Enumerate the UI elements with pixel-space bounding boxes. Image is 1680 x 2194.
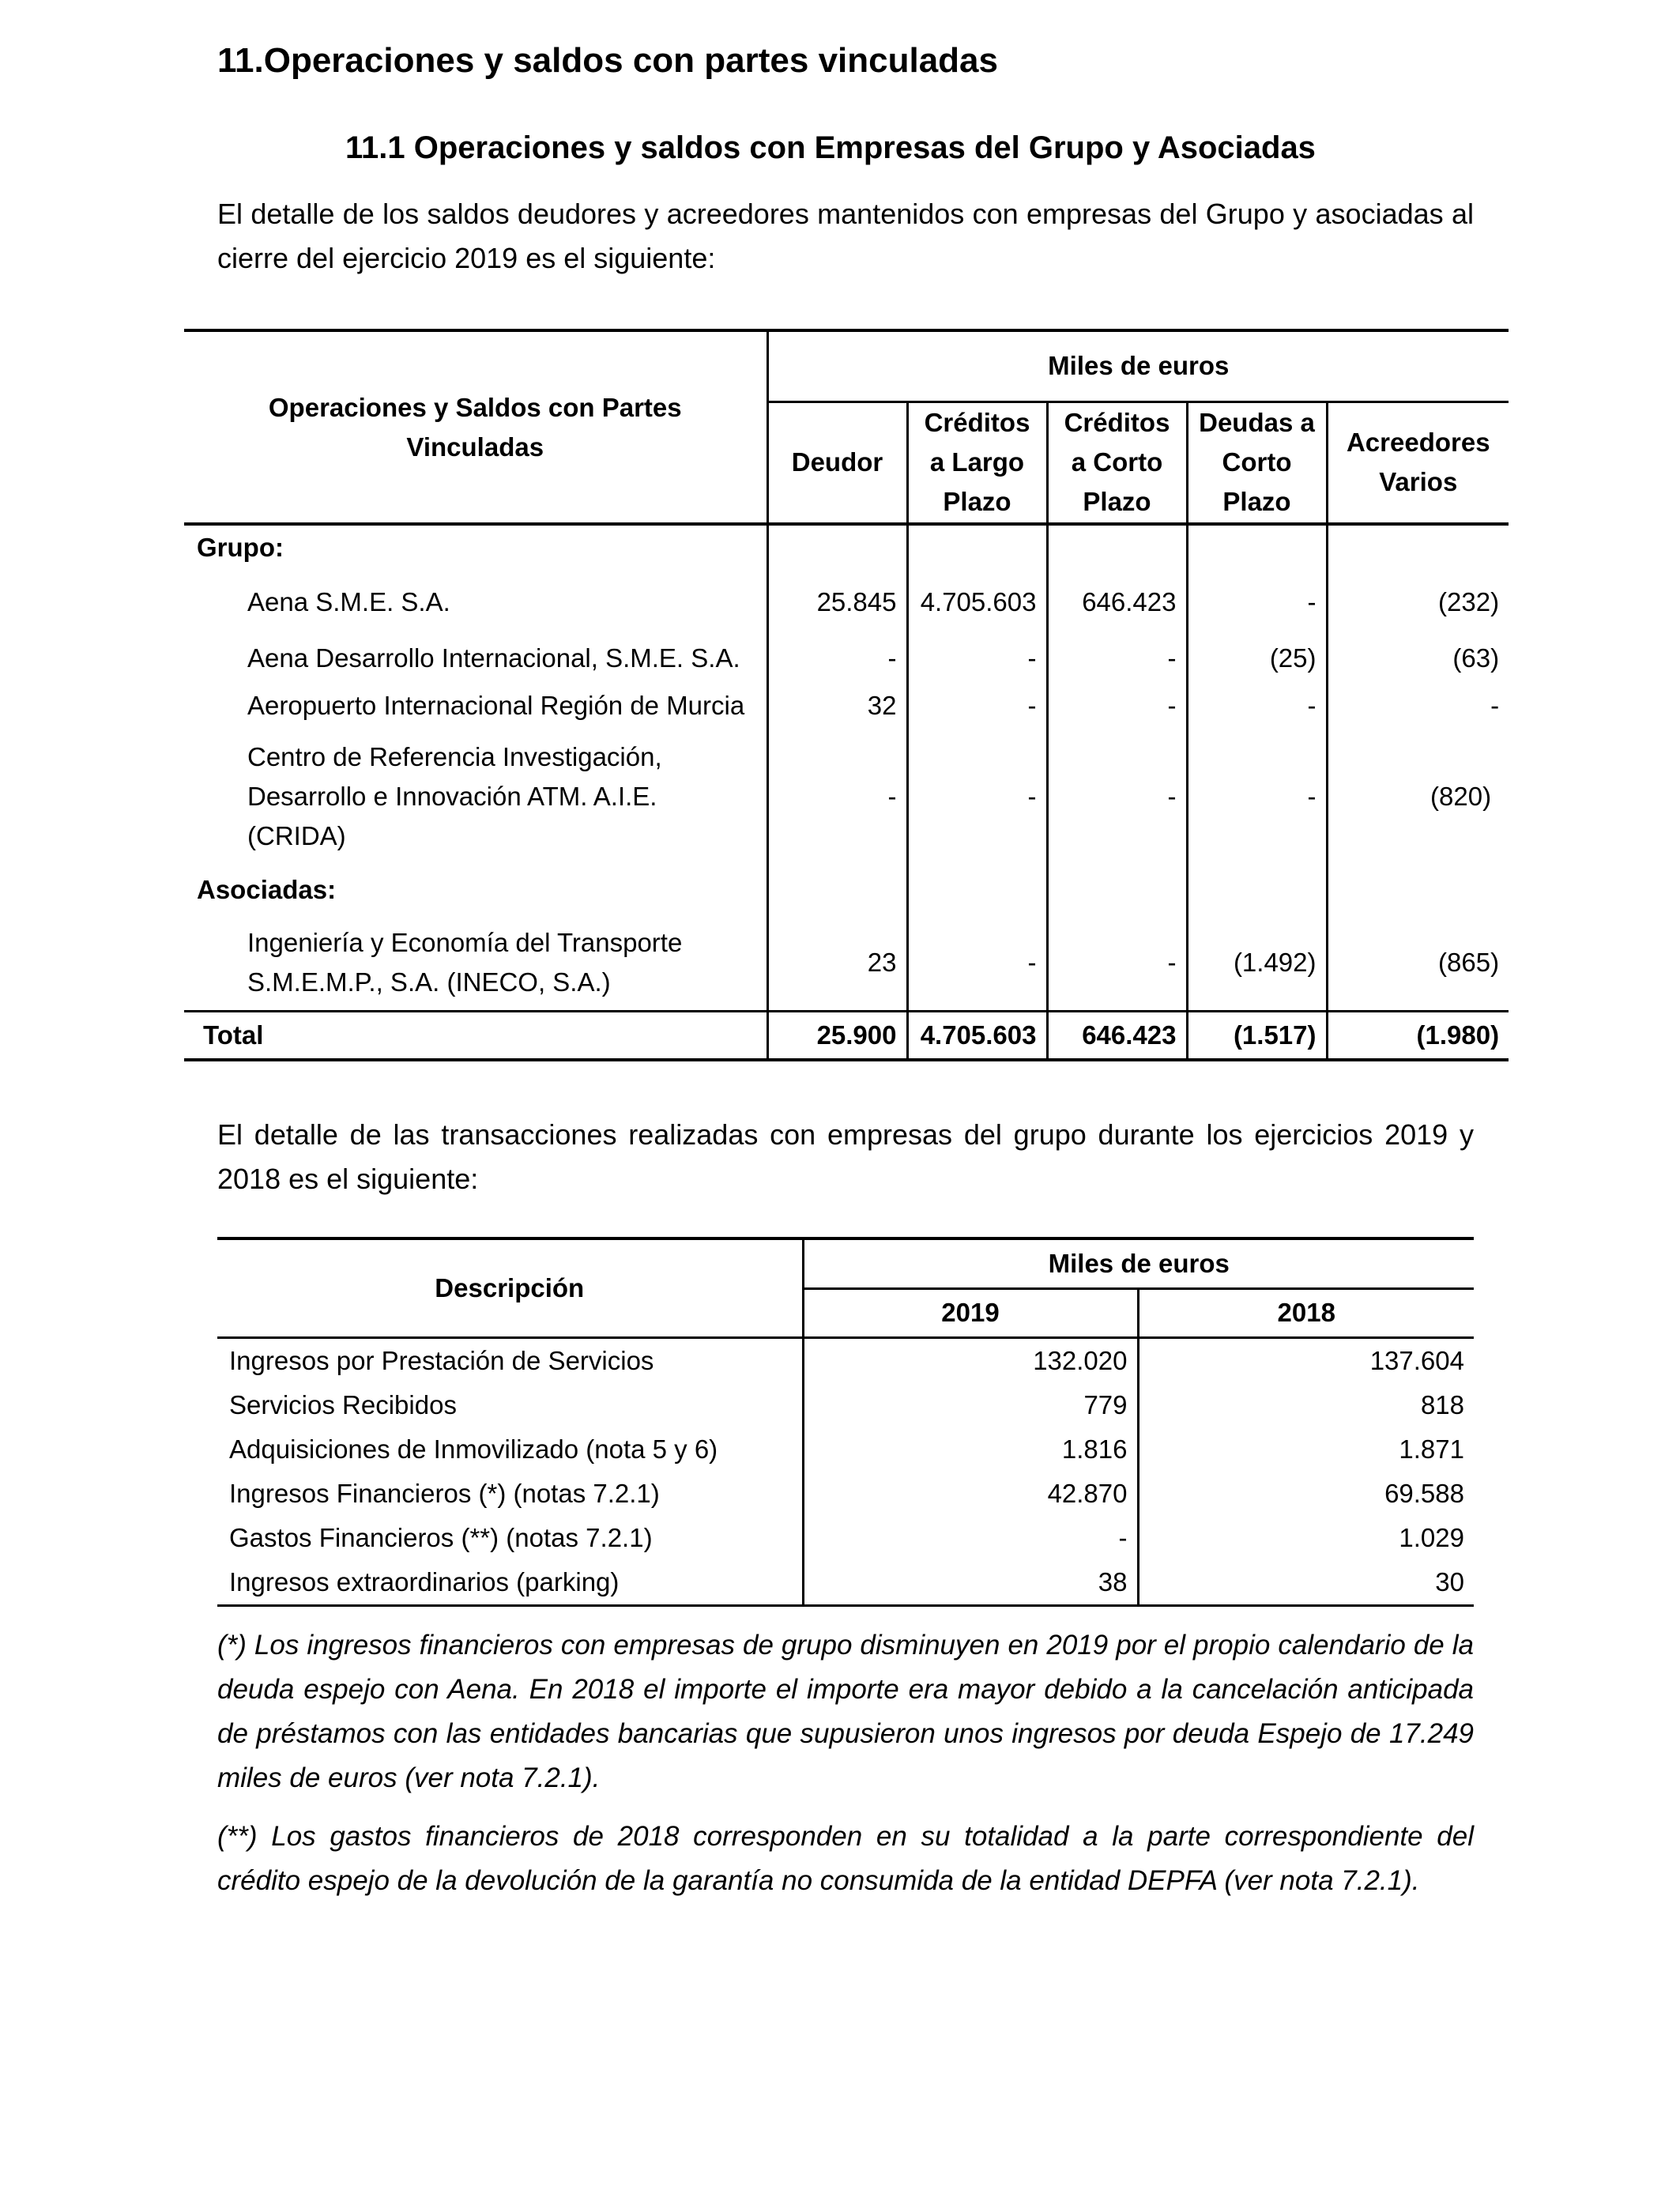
cell-value: 4.705.603 bbox=[907, 570, 1047, 635]
cell-value: 1.871 bbox=[1138, 1427, 1474, 1472]
table-row bbox=[184, 635, 1509, 682]
footnote-ingresos-financieros: (*) Los ingresos financieros con empresas de grupo disminuyen en 2019 por el propio calendario de la deuda espejo con Aena. En 2018 el importe el importe era mayor debido a la cancelación anticipada de préstamos con las entidades bancarias que supusieron unos ingresos por deuda Espejo de 17.249 miles de euros (ver nota 7.2.1). bbox=[217, 1630, 1474, 1793]
cell-value: - bbox=[1187, 729, 1327, 864]
total-value: (1.980) bbox=[1327, 1011, 1509, 1060]
cell-value: - bbox=[1327, 682, 1509, 729]
row-name: Adquisiciones de Inmovilizado (nota 5 y 6) bbox=[229, 1434, 718, 1464]
row-name: Aena Desarrollo Internacional, S.M.E. S.A. bbox=[247, 643, 740, 673]
col-header-acreedores: Acreedores Varios bbox=[1327, 401, 1509, 524]
table-row bbox=[217, 1560, 1474, 1606]
cell-value: (25) bbox=[1187, 635, 1327, 682]
cell-value: 38 bbox=[803, 1560, 1138, 1606]
balances-table bbox=[184, 329, 1509, 1061]
cell-value: 32 bbox=[767, 682, 907, 729]
table-row bbox=[217, 1337, 1474, 1383]
cell-value: (63) bbox=[1327, 635, 1509, 682]
col-header-2018: 2018 bbox=[1138, 1288, 1474, 1337]
assoc-row bbox=[184, 864, 1509, 916]
intro-paragraph-transactions: El detalle de las transacciones realizadas con empresas del grupo durante los ejercicios 2019 y 2018 es el siguiente: bbox=[217, 1118, 1474, 1195]
cell-value: 137.604 bbox=[1138, 1337, 1474, 1383]
row-name: Ingresos extraordinarios (parking) bbox=[217, 1560, 803, 1606]
total-value: 25.900 bbox=[767, 1011, 907, 1060]
table-row bbox=[184, 570, 1509, 635]
cell-value: - bbox=[1047, 682, 1187, 729]
table-row bbox=[217, 1383, 1474, 1427]
cell-value: - bbox=[1187, 570, 1327, 635]
cell-value: - bbox=[907, 682, 1047, 729]
cell-value: 132.020 bbox=[803, 1337, 1138, 1383]
group-label: Grupo: bbox=[197, 533, 284, 562]
cell-value: - bbox=[1047, 916, 1187, 1011]
col-header-deudas-cp: Deudas a Corto Plazo bbox=[1187, 401, 1327, 524]
col-header-description: Operaciones y Saldos con Partes Vinculadas bbox=[184, 330, 767, 524]
footnote-gastos-financieros: (**) Los gastos financieros de 2018 corresponden en su totalidad a la parte correspondiente del crédito espejo de la devolución de la garantía no consumida de la entidad DEPFA (ver nota 7.2.1). bbox=[217, 1821, 1474, 1896]
cell-value: 779 bbox=[803, 1383, 1138, 1427]
col-header-descripcion: Descripción bbox=[217, 1238, 803, 1337]
cell-value: - bbox=[767, 635, 907, 682]
col-header-creditos-lp: Créditos a Largo Plazo bbox=[907, 401, 1047, 524]
table-row bbox=[184, 916, 1509, 1011]
intro-paragraph-balances: El detalle de los saldos deudores y acreedores mantenidos con empresas del Grupo y asociadas al cierre del ejercicio 2019 es el siguiente: bbox=[217, 198, 1474, 274]
assoc-label: Asociadas: bbox=[197, 875, 337, 904]
total-value: (1.517) bbox=[1187, 1011, 1327, 1060]
cell-value: - bbox=[767, 729, 907, 864]
section-heading: 11.Operaciones y saldos con partes vinculadas bbox=[217, 41, 999, 80]
cell-value: (820) bbox=[1327, 729, 1509, 864]
cell-value: 1.029 bbox=[1138, 1516, 1474, 1560]
row-name: Centro de Referencia Investigación, Desarrollo e Innovación ATM. A.I.E. (CRIDA) bbox=[247, 742, 662, 850]
col-header-2019: 2019 bbox=[803, 1288, 1138, 1337]
row-name: Aeropuerto Internacional Región de Murcia bbox=[247, 691, 745, 720]
cell-value: 25.845 bbox=[767, 570, 907, 635]
col-header-deudor: Deudor bbox=[767, 401, 907, 524]
cell-value: 42.870 bbox=[803, 1472, 1138, 1516]
cell-value: 646.423 bbox=[1047, 570, 1187, 635]
cell-value: - bbox=[907, 635, 1047, 682]
total-label: Total bbox=[184, 1011, 767, 1060]
cell-value: - bbox=[1187, 682, 1327, 729]
subsection-heading: 11.1 Operaciones y saldos con Empresas del Grupo y Asociadas bbox=[345, 130, 1316, 165]
table-row bbox=[217, 1427, 1474, 1472]
cell-value: - bbox=[803, 1516, 1138, 1560]
table-row bbox=[184, 682, 1509, 729]
row-name: Ingresos Financieros (*) (notas 7.2.1) bbox=[229, 1478, 660, 1508]
cell-value: (1.492) bbox=[1187, 916, 1327, 1011]
units-header: Miles de euros bbox=[767, 330, 1509, 401]
cell-value: - bbox=[1047, 635, 1187, 682]
total-row bbox=[184, 1011, 1509, 1060]
cell-value: (232) bbox=[1327, 570, 1509, 635]
cell-value: 818 bbox=[1138, 1383, 1474, 1427]
cell-value: - bbox=[907, 729, 1047, 864]
col-header-creditos-cp: Créditos a Corto Plazo bbox=[1047, 401, 1187, 524]
transactions-table bbox=[217, 1237, 1474, 1607]
cell-value: 30 bbox=[1138, 1560, 1474, 1606]
cell-value: 69.588 bbox=[1138, 1472, 1474, 1516]
row-name: Gastos Financieros (**) (notas 7.2.1) bbox=[229, 1522, 653, 1552]
cell-value: (865) bbox=[1327, 916, 1509, 1011]
row-name: Ingresos por Prestación de Servicios bbox=[229, 1345, 654, 1375]
total-value: 4.705.603 bbox=[907, 1011, 1047, 1060]
table-row bbox=[184, 729, 1509, 864]
units-header-2: Miles de euros bbox=[803, 1238, 1474, 1288]
cell-value: - bbox=[907, 916, 1047, 1011]
row-name: Servicios Recibidos bbox=[229, 1389, 457, 1419]
group-row bbox=[184, 524, 1509, 570]
cell-value: - bbox=[1047, 729, 1187, 864]
total-value: 646.423 bbox=[1047, 1011, 1187, 1060]
cell-value: 1.816 bbox=[803, 1427, 1138, 1472]
cell-value: 23 bbox=[767, 916, 907, 1011]
table-row bbox=[217, 1516, 1474, 1560]
row-name: Ingeniería y Economía del Transporte S.M.E.M.P., S.A. (INECO, S.A.) bbox=[247, 928, 683, 997]
table-row bbox=[217, 1472, 1474, 1516]
row-name: Aena S.M.E. S.A. bbox=[247, 587, 450, 616]
